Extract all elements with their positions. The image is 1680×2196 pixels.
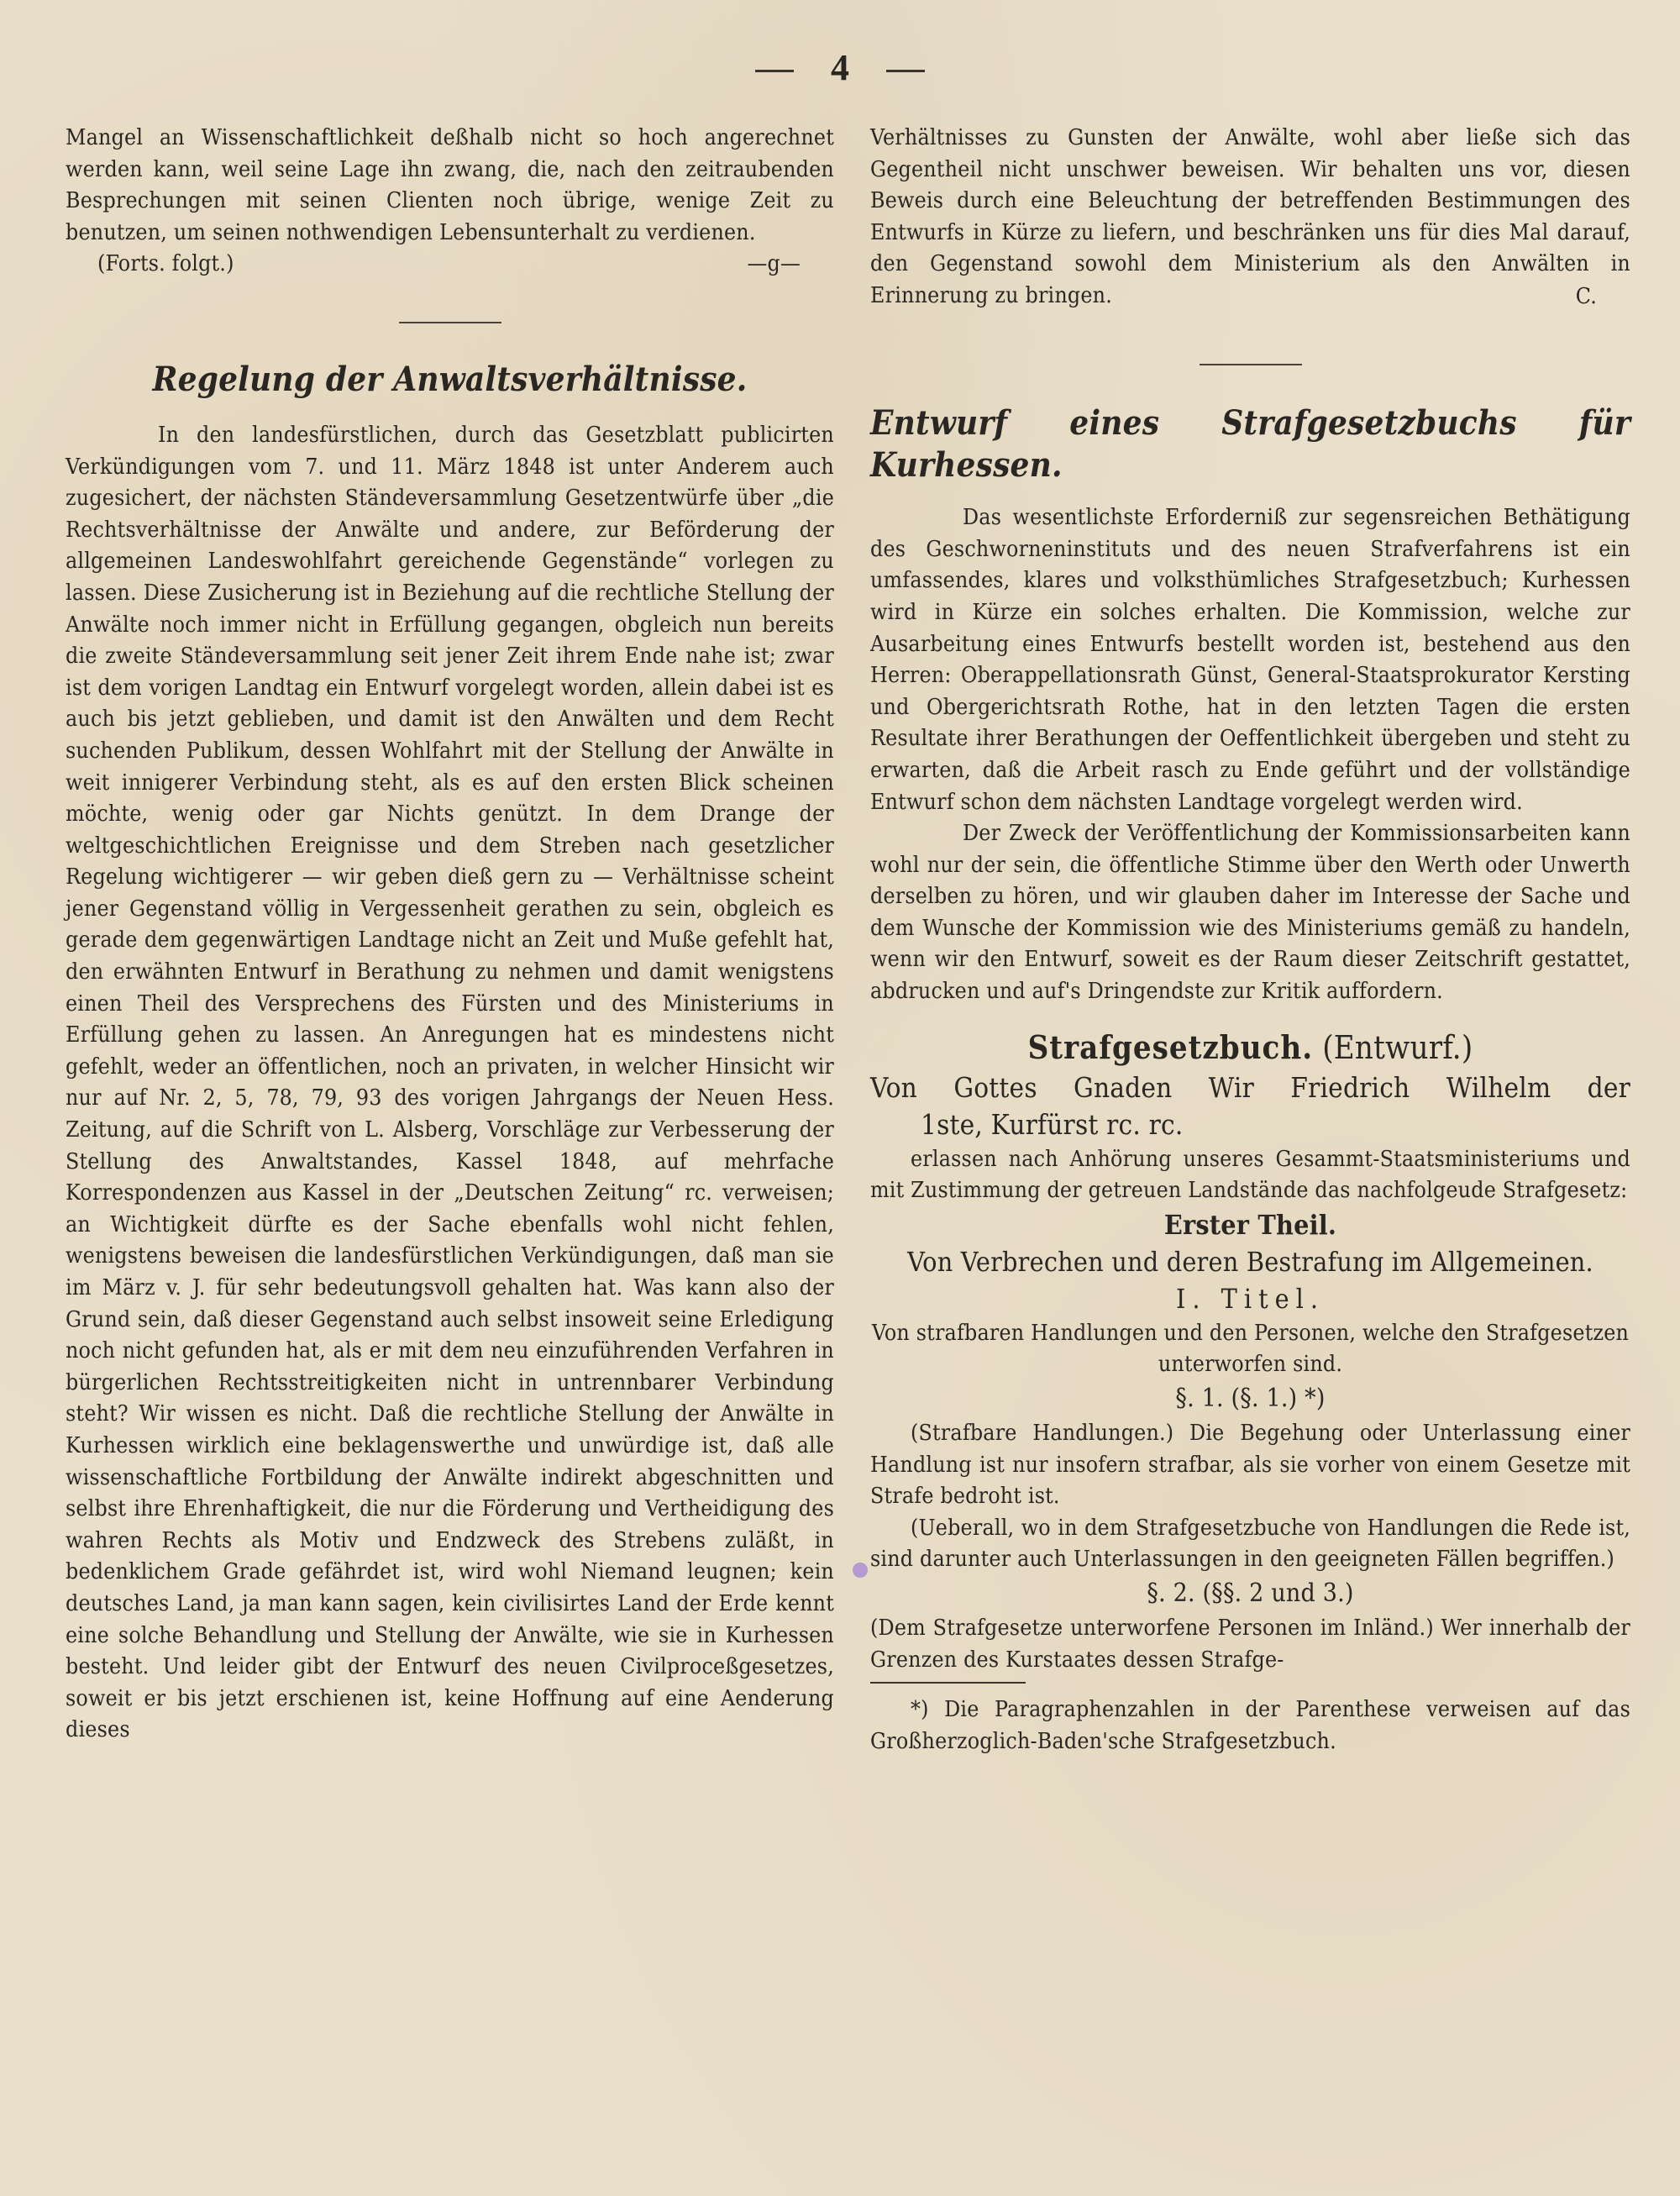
footnote-rule (870, 1682, 1026, 1684)
article-body: In den landesfürstlichen, durch das Gesetzblatt publicirten Verkündigungen vom 7. und 11. März 1848 ist unter Anderem auch zugesichert, der nächsten Ständeversammlung Gesetzentwürfe über „die Rechtsverhältnisse der Anwälte und andere, zur Beförderung der allgemeinen Landeswohlfahrt gereichende Gegenstände“ vorlegen zu lassen. Diese Zusicherung ist in Beziehung auf die rechtliche Stellung der Anwälte noch immer nicht in Erfüllung gegangen, obgleich nun bereits die zweite Ständeversammlung seit jener Zeit ihrem Ende nahe ist; zwar ist dem vorigen Landtag ein Entwurf vorgelegt worden, allein dabei ist es auch bis jetzt geblieben, und damit ist den Anwälten und dem Recht suchenden Publikum, dessen Wohlfahrt mit der Stellung der Anwälte in weit innigerer Verbindung steht, als es auf den ersten Blick scheinen möchte, wenig oder gar Nichts genützt. In dem Drange der weltgeschichtlichen Ereignisse und dem Streben nach gesetzlicher Regelung wichtigerer — wir geben dieß gern zu — Verhältnisse scheint jener Gegenstand völlig in Vergessenheit gerathen zu sein, obgleich es gerade dem gegenwärtigen Landtage nicht an Zeit und Muße gefehlt hat, den erwähnten Entwurf in Berathung zu nehmen und damit wenigstens einen Theil des Versprechens des Fürsten und des Ministeriums in Erfüllung gehen zu lassen. An Anregungen hat es mindestens nicht gefehlt, weder an öffentlichen, noch an privaten, in welcher Hinsicht wir nur auf Nr. 2, 5, 78, 79, 93 des vorigen Jahrgangs der Neuen Hess. Zeitung, auf die Schrift von L. Alsberg, Vorschläge zur Verbesserung der Stellung des Anwaltstandes, Kassel 1848, auf mehrfache Korrespondenzen aus Kassel in der „Deutschen Zeitung“ rc. verweisen; an Wichtigkeit dürfte es der Sache ebenfalls wohl nicht fehlen, wenigstens beweisen die landesfürstlichen Verkündigungen, daß man sie im März v. J. für sehr bedeutungsvoll gehalten hat. Was kann also der Grund sein, daß dieser Gegenstand auch selbst insoweit seine Erledigung noch nicht gefunden hat, als er mit dem neu einzuführenden Verfahren in bürgerlichen Rechtsstreitigkeiten nicht in untrennbarer Verbindung steht? Wir wissen es nicht. Daß die rechtliche Stellung der Anwälte in Kurhessen wirklich eine beklagenswerthe und unwürdige ist, daß alle wissenschaftliche Fortbildung der Anwälte indirekt abgeschnitten und selbst ihre Ehrenhaftigkeit, die nur die Förderung und Vertheidigung des wahren Rechts als Motiv und Endzweck des Strebens zuläßt, in bedenklichem Grade gefährdet ist, wird wohl Niemand leugnen; kein deutsches Land, ja man kann sagen, kein civilisirtes Land der Erde kennt eine solche Behandlung und Stellung der Anwälte, wie sie in Kurhessen besteht. Und leider gibt der Entwurf des neuen Civilproceßgesetzes, soweit er bis jetzt erschienen ist, keine Hoffnung auf eine Aenderung dieses (66, 421, 834, 1743)
ink-stain (853, 1563, 868, 1578)
section-2-text: (Dem Strafgesetze unterworfene Personen im Inländ.) Wer innerhalb der Grenzen des Kurstaates dessen Strafge- (870, 1615, 1630, 1673)
part-title: Von Verbrechen und deren Bestrafung im Allgemeinen. (907, 1245, 1593, 1278)
continued-note: (Forts. folgt.) (97, 250, 234, 277)
author-signature-right: C. (1575, 282, 1597, 309)
article-paragraph: Der Zweck der Veröffentlichung der Kommissionsarbeiten kann wohl nur der sein, die öffentliche Stimme über den Werth oder Unwerth derselben zu hören, und wir glauben daher im Interesse der Sache und dem Wunsche der Kommission wie des Ministeriums gemäß zu handeln, wenn wir den Entwurf, soweit es der Raum dieser Zeitschrift gestattet, abdrucken und auf's Dringendste zur Kritik auffordern. (870, 820, 1630, 1005)
preamble-line-1: Von Gottes Gnaden Wir Friedrich Wilhelm der (870, 1070, 1630, 1104)
title-label: I. Titel. (1176, 1282, 1325, 1315)
title-text: Von strafbaren Handlungen und den Personen, welche den Strafgesetzen unterworfen sind. (871, 1319, 1630, 1378)
part-heading: Erster Theil. (1163, 1208, 1337, 1241)
article-title-right: Entwurf eines Strafgesetzbuchs für Kurhessen. (870, 403, 1630, 486)
continuation-text-right: Verhältnisses zu Gunsten der Anwälte, wohl aber ließe sich das Gegentheil nicht unschwer beweisen. Wir behalten uns vor, diesen Beweis durch eine Beleuchtung der betreffenden Bestimmungen des Entwurfs in Kürze zu liefern, und beschränken uns für dies Mal darauf, den Gegenstand sowohl dem Ministerium als den Anwälten in Erinnerung zu bringen. (870, 124, 1630, 308)
page-number-text: 4 (831, 47, 849, 88)
page-number (0, 46, 1680, 89)
code-heading-note: (Entwurf.) (1322, 1028, 1473, 1066)
article-title: Regelung der Anwaltsverhältnisse. (152, 359, 748, 399)
section-1-heading: §. 1. (§. 1.) *) (1175, 1384, 1326, 1414)
section-1-note: (Ueberall, wo in dem Strafgesetzbuche von Handlungen die Rede ist, sind darunter auch Unterlassungen in den geeigneten Fällen begriffen.) (870, 1514, 1630, 1573)
code-heading-bold: Strafgesetzbuch. (1027, 1027, 1314, 1066)
enactment-clause: erlassen nach Anhörung unseres Gesammt-Staatsministeriums und mit Zustimmung der getreuen Landstände das nachfolgeude Strafgesetz: (870, 1145, 1630, 1204)
footnote: *) Die Paragraphenzahlen in der Parenthese verweisen auf das Großherzoglich-Baden'sche Strafgesetzbuch. (870, 1696, 1630, 1754)
continuation-text: Mangel an Wissenschaftlichkeit deßhalb nicht so hoch angerechnet werden kann, weil seine Lage ihn zwang, die, nach den zeitraubenden Besprechungen mit seinen Clienten noch übrige, wenige Zeit zu benutzen, um seinen nothwendigen Lebensunterhalt zu verdienen. (66, 124, 834, 245)
dash-right (886, 70, 925, 72)
section-2-heading: §. 2. (§§. 2 und 3.) (1147, 1579, 1354, 1608)
code-heading (870, 1026, 1630, 1069)
dash-left (755, 70, 794, 72)
preamble-line-2: 1ste, Kurfürst rc. rc. (921, 1107, 1184, 1141)
article-paragraph: Das wesentlichste Erforderniß zur segensreichen Bethätigung des Geschworneninstituts und des neuen Strafverfahrens ist ein umfassendes, klares und volksthümliches Strafgesetzbuch; Kurhessen wird in Kürze ein solches erhalten. Die Kommission, welche zur Ausarbeitung eines Entwurfs bestellt worden ist, bestehend aus den Herren: Oberappellationsrath Günst, General-Staatsprokurator Kersting und Obergerichtsrath Rothe, hat in den letzten Tagen die ersten Resultate ihrer Berathungen der Oeffentlichkeit übergeben und steht zu erwarten, daß die Arbeit rasch zu Ende geführt und der vollständige Entwurf schon dem nächsten Landtage vorgelegt werden wird. (870, 504, 1630, 815)
right-column (870, 122, 1630, 1757)
author-signature: —g— (747, 250, 801, 277)
left-column (66, 122, 834, 1746)
continuation-footer (66, 248, 834, 280)
section-1-text: (Strafbare Handlungen.) Die Begehung oder Unterlassung einer Handlung ist nur insofern strafbar, als sie vorher von einem Gesetze mit Strafe bedroht ist. (870, 1420, 1630, 1510)
